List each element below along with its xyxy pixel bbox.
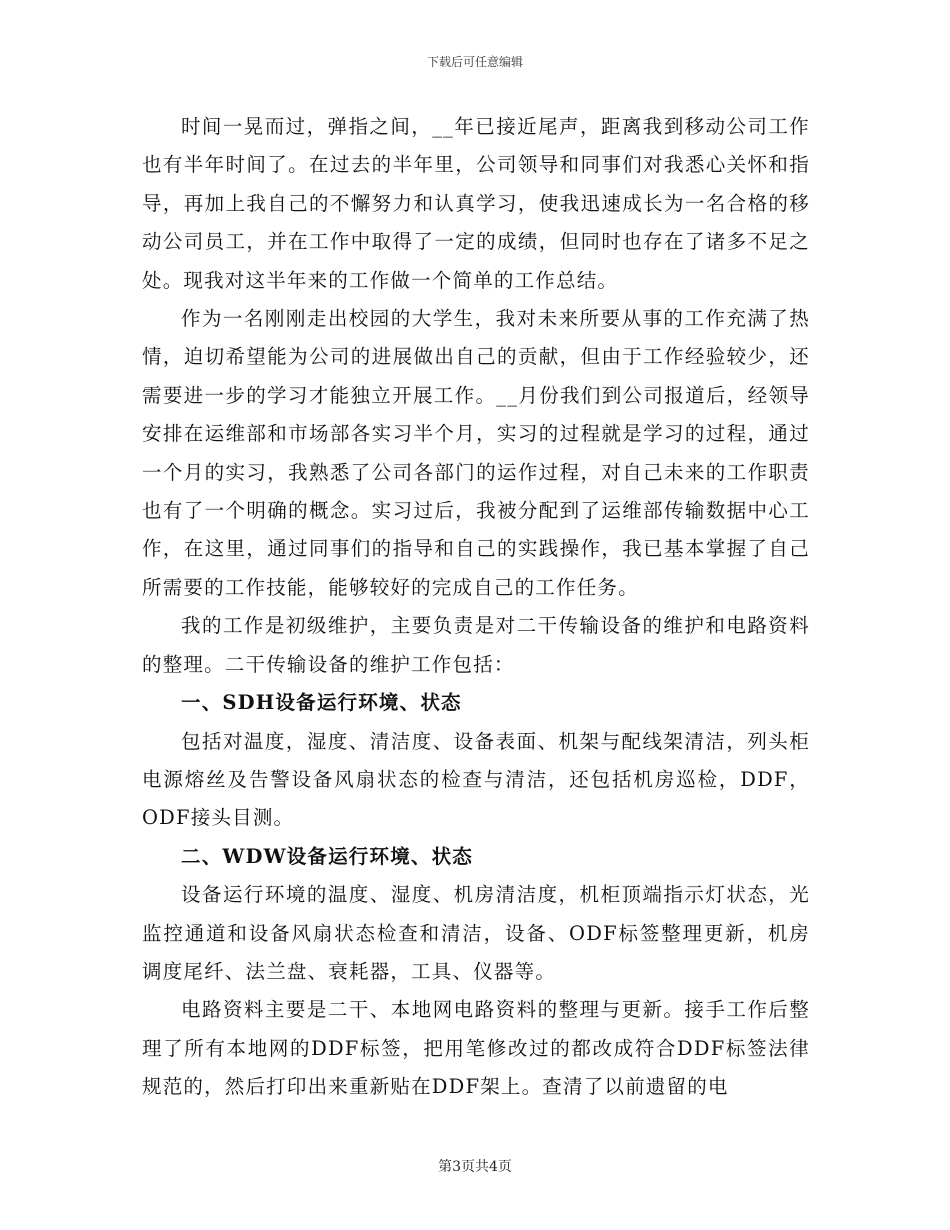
paragraph-internship: 作为一名刚刚走出校园的大学生，我对未来所要从事的工作充满了热情，迫切希望能为公司的进展做出自己的贡献，但由于工作经验较少，还需要进一步的学习才能独立开展工作。__月份我们到公司报道后，经领导安排在运维部和市场部各实习半个月，实习的过程就是学习的过程，通过一个月的实习，我熟悉了公司各部门的运作过程，对自己未来的工作职责也有了一个明确的概念。实习过后，我被分配到了运维部传输数据中心工作，在这里，通过同事们的指导和自己的实践操作，我已基本掌握了自己所需要的工作技能，能够较好的完成自己的工作任务。: [142, 307, 810, 599]
paragraph-sdh-details: 包括对温度，湿度、清洁度、设备表面、机架与配线架清洁，列头柜电源熔丝及告警设备风扇状态的检查与清洁，还包括机房巡检，DDF，ODF接头目测。: [142, 729, 810, 830]
page-header: 下载后可任意编辑: [426, 55, 523, 69]
section-heading-wdw: 二、WDW设备运行环境、状态: [181, 844, 474, 868]
page-number: 第3页共4页: [438, 1159, 512, 1175]
section-heading-sdh: 一、SDH设备运行环境、状态: [181, 691, 462, 715]
paragraph-intro: 时间一晃而过，弹指之间，__年已接近尾声，距离我到移动公司工作也有半年时间了。在过去的半年里，公司领导和同事们对我悉心关怀和指导，再加上我自己的不懈努力和认真学习，使我迅速成长为一名合格的移动公司员工，并在工作中取得了一定的成绩，但同时也存在了诸多不足之处。现我对这半年来的工作做一个简单的工作总结。: [142, 115, 810, 292]
paragraph-wdw-details: 设备运行环境的温度、湿度、机房清洁度，机柜顶端指示灯状态，光监控通道和设备风扇状态检查和清洁，设备、ODF标签整理更新，机房调度尾纤、法兰盘、衰耗器，工具、仪器等。: [142, 883, 810, 983]
document-body: [142, 108, 810, 1107]
paragraph-duties: 我的工作是初级维护，主要负责是对二干传输设备的维护和电路资料的整理。二干传输设备的维护工作包括：: [142, 614, 810, 676]
paragraph-circuit-data: 电路资料主要是二干、本地网电路资料的整理与更新。接手工作后整理了所有本地网的DDF标签，把用笔修改过的都改成符合DDF标签法律规范的，然后打印出来重新贴在DDF架上。查清了以前遗留的电: [142, 998, 810, 1099]
